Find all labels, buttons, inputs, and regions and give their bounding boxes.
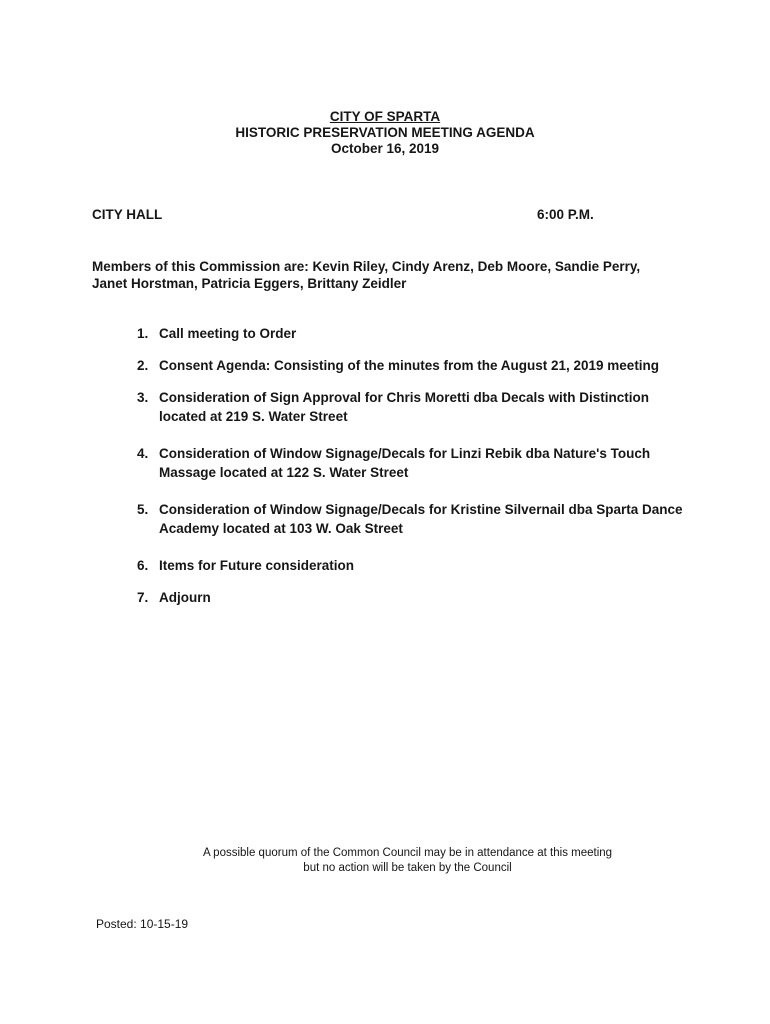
- quorum-notice: [0, 846, 770, 876]
- agenda-item-text: Consideration of Window Signage/Decals for Kristine Silvernail dba Sparta Dance Academy located at 103 W. Oak Street: [159, 502, 683, 536]
- notice-line-2: but no action will be taken by the Council: [303, 862, 512, 874]
- agenda-item-number: 2.: [137, 358, 149, 373]
- meeting-date: October 16, 2019: [330, 141, 440, 156]
- agenda-item-number: 7.: [137, 590, 149, 605]
- document-header: [0, 109, 770, 157]
- agenda-item: [137, 500, 697, 538]
- agenda-item-number: 6.: [137, 558, 149, 573]
- agenda-item: [137, 324, 697, 343]
- meeting-location: CITY HALL: [92, 207, 163, 222]
- posted-date: Posted: 10-15-19: [96, 917, 189, 931]
- agenda-item: [137, 356, 697, 375]
- agenda-item-number: 3.: [137, 390, 149, 405]
- agenda-item-number: 1.: [137, 326, 149, 341]
- agenda-list: [137, 324, 697, 620]
- members-line-2: Janet Horstman, Patricia Eggers, Brittany Zeidler: [92, 276, 407, 291]
- members-line-1: Members of this Commission are: Kevin Riley, Cindy Arenz, Deb Moore, Sandie Perry,: [92, 259, 641, 274]
- agenda-item-number: 5.: [137, 502, 149, 517]
- commission-members: [92, 258, 692, 292]
- city-name: CITY OF SPARTA: [329, 109, 441, 124]
- agenda-item-text: Call meeting to Order: [159, 326, 297, 341]
- agenda-title: HISTORIC PRESERVATION MEETING AGENDA: [235, 125, 535, 140]
- agenda-item-text: Consent Agenda: Consisting of the minutes from the August 21, 2019 meeting: [159, 358, 660, 373]
- agenda-item-number: 4.: [137, 446, 149, 461]
- agenda-item-text: Adjourn: [159, 590, 211, 605]
- agenda-item-text: Consideration of Sign Approval for Chris Moretti dba Decals with Distinction located at 219 S. Water Street: [159, 390, 650, 424]
- notice-line-1: A possible quorum of the Common Council may be in attendance at this meeting: [202, 847, 613, 859]
- agenda-item: [137, 588, 697, 607]
- meeting-time: 6:00 P.M.: [537, 207, 594, 222]
- agenda-item: [137, 444, 697, 482]
- agenda-item-text: Items for Future consideration: [159, 558, 355, 573]
- agenda-item: [137, 388, 697, 426]
- agenda-item-text: Consideration of Window Signage/Decals for Linzi Rebik dba Nature's Touch Massage located at 122 S. Water Street: [159, 446, 651, 480]
- agenda-item: [137, 556, 697, 575]
